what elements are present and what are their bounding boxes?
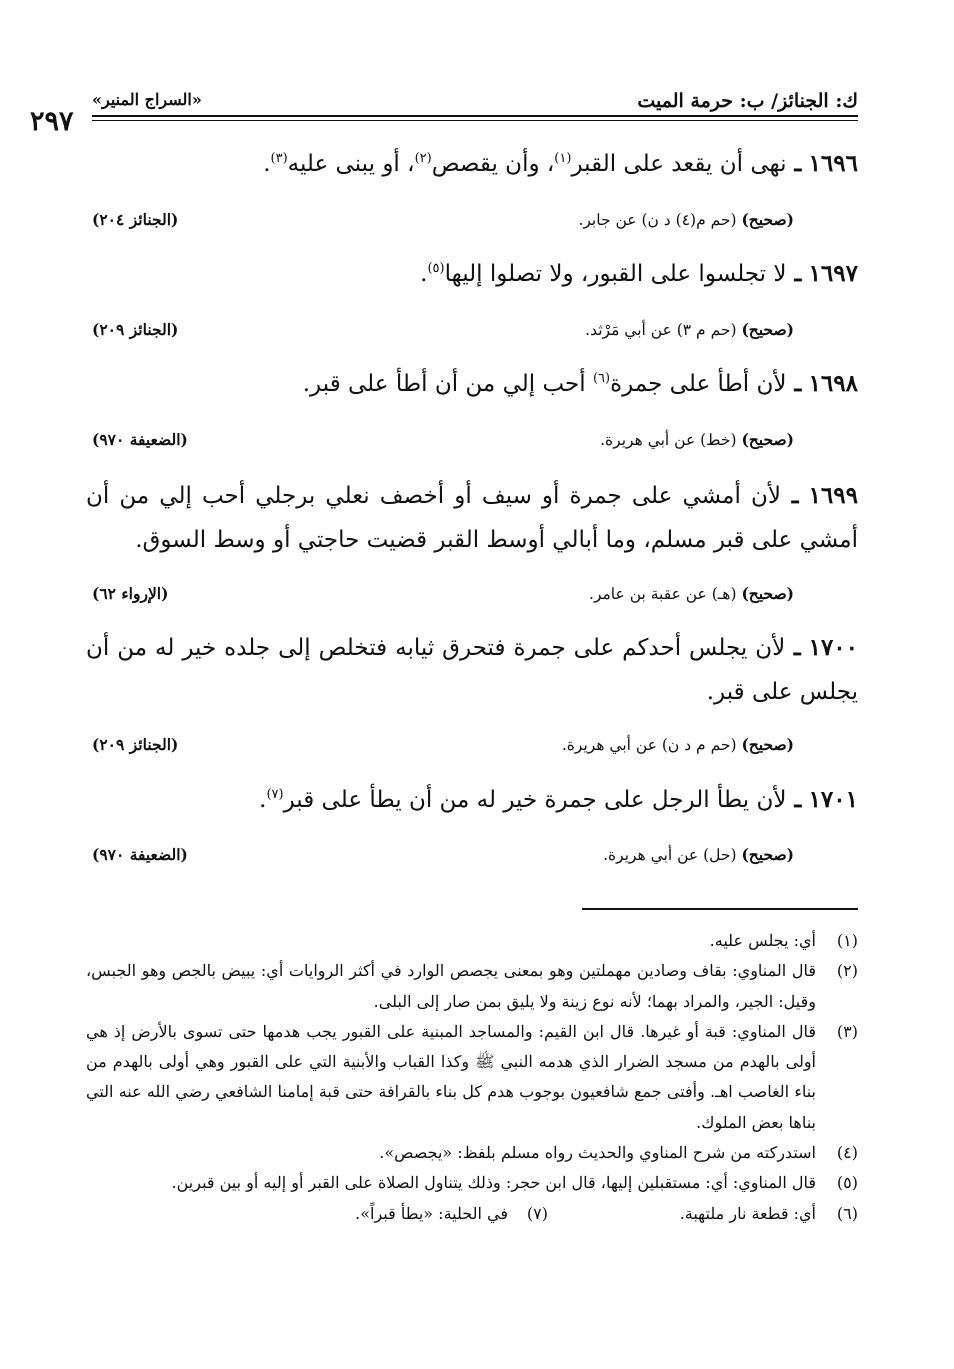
hadith-text — [86, 778, 858, 822]
hadith-text-part: لأن أطأ على جمرة — [610, 371, 787, 397]
hadith-text-part: . — [259, 787, 267, 813]
footnote-text: قال المناوي: أي: مستقبلين إليها، قال ابن حجر: وذلك يتناول الصلاة على القبر أو إليه أو بين قبرين. — [171, 1173, 816, 1193]
hadith-dash: ـ — [786, 370, 802, 397]
hadith-text-part: . — [420, 261, 428, 287]
hadith-text-part: أحب إلي من أن أطأ على قبر. — [302, 371, 593, 397]
footnote-text: قال المناوي: بقاف وصادين مهملتين وهو بمعنى يجصص الوارد في أكثر الروايات أي: يبيض بالجص وهو الجبس، وقيل: الجير، والمراد بهما؛ لأنه نوع زينة ولا يليق بمن صار إلى البلى. — [86, 961, 816, 1011]
footnote-marker[interactable]: (٦) — [592, 371, 611, 386]
footnote-marker[interactable]: (٢) — [414, 151, 432, 166]
hadith-source — [562, 735, 794, 754]
hadith-grade: (صحيح) — [741, 584, 794, 603]
footnote-number: (٢) — [836, 961, 858, 981]
footnote-number: (٦) — [836, 1203, 858, 1223]
footnote-6 — [548, 1199, 858, 1229]
footnote-text: أي: قطعة نار ملتهبة. — [679, 1203, 816, 1223]
hadith-text-part: نهى أن يقعد على القبر — [571, 151, 787, 177]
hadith-text-part: لأن أمشي على جمرة أو سيف أو أخصف نعلي برجلي أحب إلي من أن أمشي على قبر مسلم، وما أبالي أوسط القبر قضيت حاجتي أو وسط السوق. — [86, 483, 858, 553]
footnote-7 — [355, 1199, 548, 1229]
footnote-3 — [86, 1017, 858, 1138]
hadith-text-part: لأن يطأ الرجل على جمرة خير له من أن يطأ على قبر — [283, 787, 787, 813]
footnote-text: استدركته من شرح المناوي والحديث رواه مسلم بلفظ: «يجصص». — [379, 1143, 816, 1163]
footnotes — [86, 926, 858, 1229]
footnote-1 — [86, 926, 858, 956]
hadith-number: ١٦٩٨ — [808, 370, 858, 397]
hadith-text-part: لا تجلسوا على القبور، ولا تصلوا إليها — [444, 261, 787, 287]
hadith-1700 — [86, 626, 858, 714]
hadith-reference: (الضعيفة ٩٧٠) — [92, 430, 188, 449]
footnote-marker[interactable]: (٥) — [427, 261, 445, 276]
footnote-number: (٤) — [836, 1143, 858, 1163]
hadith-reference: (الجنائز ٢٠٩) — [92, 320, 179, 339]
footnote-marker[interactable]: (٧) — [266, 787, 284, 802]
hadith-reference: (الجنائز ٢٠٩) — [92, 735, 179, 754]
hadith-source — [600, 430, 794, 449]
hadith-text-part: . — [263, 151, 271, 177]
footnote-row-6-7 — [86, 1199, 858, 1229]
header-rule — [92, 115, 858, 117]
hadith-source-text: (حل) عن أبي هريرة. — [603, 846, 737, 864]
hadith-source-text: (حم م(٤) د ن) عن جابر. — [578, 211, 737, 229]
hadith-number: ١٧٠١ — [808, 786, 858, 813]
hadith-1698 — [86, 362, 858, 406]
hadith-source — [578, 210, 794, 229]
hadith-source — [589, 584, 794, 603]
hadith-text — [86, 474, 858, 562]
hadith-dash: ـ — [785, 634, 801, 661]
hadith-number: ١٦٩٧ — [808, 260, 858, 287]
hadith-text-part: ، وأن يقصص — [431, 151, 555, 177]
hadith-text — [86, 252, 858, 296]
book-title: «السراج المنير» — [92, 90, 202, 109]
footnote-2 — [86, 956, 858, 1017]
hadith-source — [603, 845, 794, 864]
hadith-dash: ـ — [786, 786, 802, 813]
hadith-number: ١٦٩٦ — [808, 150, 858, 177]
hadith-1696 — [86, 142, 858, 186]
hadith-text-part: ، أو يبنى عليه — [287, 151, 415, 177]
hadith-1701 — [86, 778, 858, 822]
hadith-text — [86, 142, 858, 186]
hadith-grade: (صحيح) — [741, 845, 794, 864]
footnote-text: في الحلية: «يطأ قبراً». — [355, 1203, 508, 1223]
hadith-text — [86, 362, 858, 406]
hadith-reference: (الضعيفة ٩٧٠) — [92, 845, 188, 864]
footnote-marker[interactable]: (٣) — [270, 151, 288, 166]
footnote-number: (٣) — [836, 1021, 858, 1041]
footnote-number: (٥) — [836, 1173, 858, 1193]
hadith-source-text: (خط) عن أبي هريرة. — [600, 431, 737, 449]
hadith-grade: (صحيح) — [741, 320, 794, 339]
footnote-4 — [86, 1138, 858, 1168]
hadith-number: ١٧٠٠ — [808, 634, 859, 661]
footnote-marker[interactable]: (١) — [554, 151, 572, 166]
chapter-header: ك: الجنائز/ ب: حرمة الميت — [637, 90, 858, 112]
hadith-source-text: (حم م ٣) عن أبي مَرْثد. — [585, 321, 737, 339]
hadith-text-part: لأن يجلس أحدكم على جمرة فتحرق ثيابه فتخلص إلى جلده خير له من أن يجلس على قبر. — [86, 635, 858, 705]
hadith-grade: (صحيح) — [741, 210, 794, 229]
page-number: ٢٩٧ — [30, 106, 74, 137]
hadith-text — [86, 626, 858, 714]
footnote-number: (١) — [836, 931, 858, 950]
footnote-text: أي: يجلس عليه. — [709, 931, 816, 950]
hadith-source — [585, 320, 794, 339]
header-rule-thin — [92, 120, 858, 121]
hadith-grade: (صحيح) — [741, 430, 794, 449]
footnote-number: (٧) — [526, 1203, 548, 1223]
hadith-1699 — [86, 474, 858, 562]
footnote-text: قال المناوي: قبة أو غيرها. قال ابن القيم: والمساجد المبنية على القبور يجب هدمها حتى تسوى بالأرض إذ هي أولى بالهدم من مسجد الضرار الذي هدمه النبي ﷺ وكذا القباب والأبنية التي على القبور وهي أولى بالهدم من بناء الغاصب اهـ. وأفتى جمع شافعيون بوجوب هدم كل بناء بالقرافة حتى قبة إمامنا الشافعي رضي الله عنه التي بناها بعض الملوك. — [86, 1021, 816, 1132]
hadith-number: ١٦٩٩ — [808, 482, 858, 509]
hadith-dash: ـ — [786, 150, 802, 177]
hadith-dash: ـ — [780, 482, 799, 509]
hadith-1697 — [86, 252, 858, 296]
hadith-source-text: (حم م د ن) عن أبي هريرة. — [561, 736, 737, 754]
hadith-reference: (الإرواء ٦٢) — [92, 584, 169, 603]
footnote-separator — [582, 908, 858, 910]
hadith-dash: ـ — [786, 260, 802, 287]
hadith-source-text: (هـ) عن عقبة بن عامر. — [589, 585, 737, 603]
footnote-5 — [86, 1168, 858, 1198]
hadith-reference: (الجنائز ٢٠٤) — [92, 210, 179, 229]
hadith-grade: (صحيح) — [741, 735, 794, 754]
